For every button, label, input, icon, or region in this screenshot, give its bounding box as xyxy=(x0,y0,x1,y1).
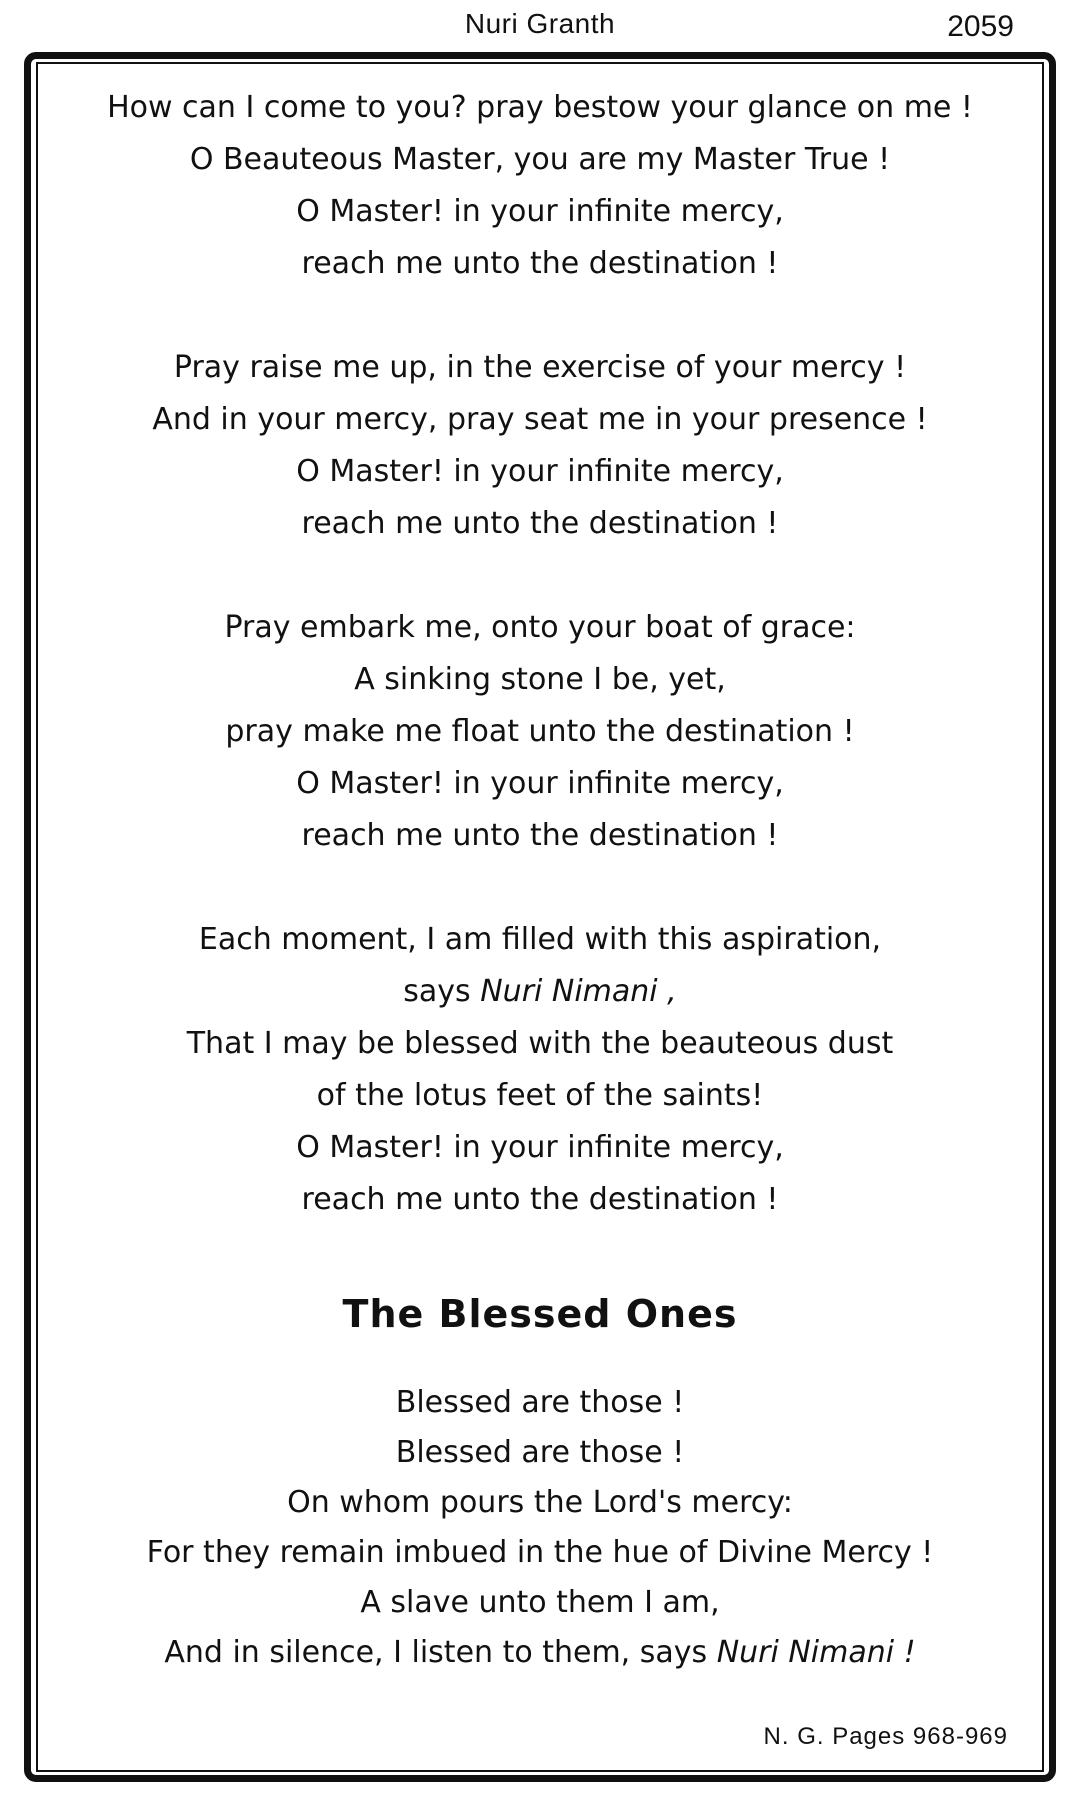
refrain-line: reach me unto the destination ! xyxy=(301,818,779,853)
verse-line: Each moment, I am filled with this aspiration, xyxy=(198,922,882,957)
says-text: And in silence, I listen to them, says xyxy=(164,1635,708,1670)
poem-body xyxy=(36,82,1044,1678)
verse-line: Pray raise me up, in the exercise of your mercy ! xyxy=(173,350,907,385)
refrain-line: O Master! in your infinite mercy, xyxy=(296,454,784,489)
stanza-1 xyxy=(36,82,1044,290)
stanza-4 xyxy=(36,914,1044,1226)
running-header-title: Nuri Granth xyxy=(464,8,616,39)
verse-line xyxy=(36,1628,1044,1678)
verse-line: of the lotus feet of the saints! xyxy=(316,1078,764,1113)
refrain-line: O Master! in your infinite mercy, xyxy=(296,1130,784,1165)
verse-line: How can I come to you? pray bestow your glance on me ! xyxy=(107,90,973,125)
stanza-2 xyxy=(36,342,1044,550)
verse-line: For they remain imbued in the hue of Divine Mercy ! xyxy=(146,1535,934,1570)
verse-line: Blessed are those ! xyxy=(395,1385,685,1420)
refrain-line: reach me unto the destination ! xyxy=(301,1182,779,1217)
verse-line: That I may be blessed with the beauteous dust xyxy=(186,1026,894,1061)
verse-line: pray make me float unto the destination ! xyxy=(225,714,855,749)
verse-line: And in your mercy, pray seat me in your presence ! xyxy=(152,402,928,437)
verse-line: Pray embark me, onto your boat of grace: xyxy=(224,610,856,645)
verse-line xyxy=(36,966,1044,1018)
stanza-3 xyxy=(36,602,1044,862)
refrain-line: reach me unto the destination ! xyxy=(301,506,779,541)
source-reference: N. G. Pages 968-969 xyxy=(763,1723,1008,1750)
refrain-line: reach me unto the destination ! xyxy=(301,246,779,281)
page-number: 2059 xyxy=(947,10,1014,43)
says-text: says xyxy=(403,974,471,1009)
poet-name: Nuri Nimani ! xyxy=(716,1635,916,1670)
verse-line: Blessed are those ! xyxy=(395,1435,685,1470)
verse-line: A slave unto them I am, xyxy=(360,1585,720,1620)
section-heading: The Blessed Ones xyxy=(342,1292,738,1336)
refrain-line: O Master! in your infinite mercy, xyxy=(296,194,784,229)
verse-line: On whom pours the Lord's mercy: xyxy=(287,1485,793,1520)
verse-line: A sinking stone I be, yet, xyxy=(354,662,726,697)
poet-name: Nuri Nimani , xyxy=(480,974,677,1009)
stanza-blessed-ones xyxy=(36,1378,1044,1678)
refrain-line: O Master! in your infinite mercy, xyxy=(296,766,784,801)
verse-line: O Beauteous Master, you are my Master True ! xyxy=(189,142,891,177)
